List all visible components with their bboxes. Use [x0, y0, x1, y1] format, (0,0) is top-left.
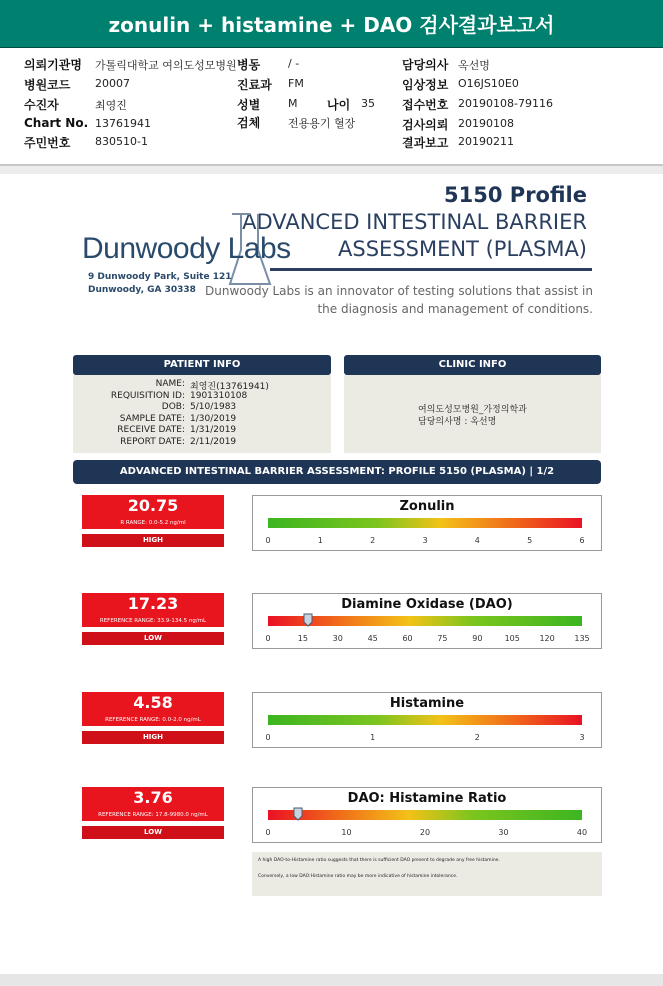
result-value: 4.58 — [82, 692, 224, 714]
age-label: 나이 — [327, 98, 351, 112]
gauge-tick-label: 90 — [472, 634, 483, 643]
gauge-tick-label: 75 — [437, 634, 448, 643]
gauge-bar — [268, 810, 582, 820]
gauge-title: Histamine — [389, 696, 465, 711]
chart-no-label: Chart No. — [24, 116, 89, 130]
gauge-tick-label: 30 — [332, 634, 343, 643]
result-flag: LOW — [82, 826, 224, 839]
gauge-2 — [252, 692, 602, 748]
recipient-label: 수진자 — [24, 98, 59, 112]
chart-no-value: 13761941 — [95, 117, 151, 130]
dept-label: 진료과 — [237, 78, 272, 92]
gauge-tick-label: 0 — [265, 634, 271, 643]
result-flag: HIGH — [82, 534, 224, 547]
result-date-label: 결과보고 — [402, 136, 449, 150]
gauge-1 — [252, 593, 602, 649]
clinical-label: 임상정보 — [402, 78, 449, 92]
patient-info-value: 2/11/2019 — [190, 436, 237, 447]
gauge-tick-label: 2 — [474, 733, 480, 742]
rrn-value: 830510-1 — [95, 135, 148, 148]
receipt-value: 20190108-79116 — [458, 97, 553, 110]
gauge-marker-icon — [303, 613, 313, 627]
divider-strip — [0, 166, 663, 174]
gauge-title: Diamine Oxidase (DAO) — [341, 597, 513, 612]
patient-info-heading: PATIENT INFO — [73, 355, 331, 375]
hosp-code-value: 20007 — [95, 77, 130, 90]
lab-logo: Dunwoody Labs — [82, 232, 291, 265]
gauge-tick-label: 6 — [579, 536, 585, 545]
ward-label: 병동 — [237, 58, 261, 72]
gauge-tick-label: 1 — [370, 733, 376, 742]
tagline-line2: the diagnosis and management of conditions. — [317, 302, 593, 316]
note-line1: A high DAO-to-Histamine ratio suggests that there is sufficient DAO present to degrade any free histamine. — [258, 858, 500, 863]
doctor-value: 옥선명 — [458, 59, 490, 72]
clinic-name: 여의도성모병원_가정의학과 — [418, 405, 527, 415]
dept-value: FM — [288, 77, 304, 90]
gauge-tick-label: 60 — [402, 634, 413, 643]
gauge-marker-icon — [293, 807, 303, 821]
result-flag: HIGH — [82, 731, 224, 744]
gauge-tick-label: 120 — [539, 634, 555, 643]
tagline-line1: Dunwoody Labs is an innovator of testing solutions that assist in — [205, 284, 593, 298]
gauge-bar — [268, 518, 582, 528]
result-value: 3.76 — [82, 787, 224, 809]
footer-strip — [0, 974, 663, 986]
clinic-info-heading: CLINIC INFO — [344, 355, 601, 375]
req-inst-label: 의뢰기관명 — [24, 58, 82, 72]
patient-info-label: DOB: — [161, 402, 185, 412]
sex-value: M — [288, 97, 298, 110]
hosp-code-label: 병원코드 — [24, 78, 71, 92]
reference-range: REFERENCE RANGE: 0.0-2.0 ng/mL — [82, 714, 224, 726]
sex-label: 성별 — [237, 98, 261, 112]
specimen-value: 전용용기 혈장 — [288, 117, 356, 130]
patient-info-value: 1/31/2019 — [190, 425, 237, 435]
reference-range: REFERENCE RANGE: 17.8-9980.0 ng/mL — [82, 809, 224, 821]
gauge-tick-label: 3 — [422, 536, 428, 545]
req-date-value: 20190108 — [458, 117, 514, 130]
gauge-tick-label: 40 — [576, 828, 588, 837]
rrn-label: 주민번호 — [24, 136, 71, 150]
ward-value: / - — [288, 57, 300, 70]
result-value: 17.23 — [82, 593, 224, 615]
report-title: zonulin + histamine + DAO 검사결과보고서 — [0, 0, 663, 48]
specimen-label: 검체 — [237, 116, 261, 130]
profile-title: 5150 Profile — [444, 183, 587, 207]
gauge-tick-label: 10 — [341, 828, 352, 837]
gauge-tick-label: 0 — [265, 733, 271, 742]
gauge-tick-label: 135 — [574, 634, 590, 643]
gauge-tick-label: 45 — [367, 634, 378, 643]
gauge-tick-label: 30 — [498, 828, 509, 837]
gauge-tick-label: 3 — [579, 733, 585, 742]
doctor-label: 담당의사 — [402, 58, 449, 72]
gauge-tick-label: 5 — [527, 536, 533, 545]
req-date-label: 검사의뢰 — [402, 118, 449, 132]
gauge-bar — [268, 616, 582, 626]
gauge-bar — [268, 715, 582, 725]
lab-address-line1: 9 Dunwoody Park, Suite 121 — [88, 272, 232, 282]
patient-info-value: 5/10/1983 — [190, 402, 237, 412]
patient-info-value: 1/30/2019 — [190, 413, 237, 424]
gauge-title: DAO: Histamine Ratio — [347, 791, 507, 806]
gauge-title: Zonulin — [399, 499, 455, 514]
result-date-value: 20190211 — [458, 135, 514, 148]
patient-info-label: RECEIVE DATE: — [117, 425, 185, 435]
patient-info-label: REQUISITION ID: — [110, 390, 185, 401]
age-value: 35 — [361, 97, 375, 110]
gauge-tick-label: 1 — [317, 536, 323, 545]
patient-info-value: 최영진(13761941) — [190, 382, 269, 392]
gauge-0 — [252, 495, 602, 551]
gauge-tick-label: 105 — [504, 634, 520, 643]
patient-info-label: NAME: — [155, 379, 185, 389]
gauge-tick-label: 2 — [370, 536, 376, 545]
assessment-title-line2: ASSESSMENT (PLASMA) — [338, 237, 587, 261]
receipt-label: 접수번호 — [402, 98, 449, 112]
gauge-3 — [252, 787, 602, 843]
ratio-note — [252, 852, 602, 896]
assessment-banner: ADVANCED INTESTINAL BARRIER ASSESSMENT: PROFILE 5150 (PLASMA) | 1/2 — [73, 460, 601, 484]
reference-range: REFERENCE RANGE: 33.9-134.5 ng/mL — [82, 615, 224, 627]
lab-address-line2: Dunwoody, GA 30338 — [88, 285, 196, 295]
result-value: 20.75 — [82, 495, 224, 517]
assessment-title-line1: ADVANCED INTESTINAL BARRIER — [242, 210, 587, 234]
title-underline — [270, 268, 592, 271]
reference-range: R RANGE: 0.0-5.2 ng/ml — [82, 517, 224, 529]
request-header — [0, 48, 663, 166]
clinic-doctor: 담당의사명 : 옥선명 — [418, 417, 497, 427]
patient-info-value: 1901310108 — [190, 390, 248, 401]
patient-info-label: SAMPLE DATE: — [119, 413, 185, 424]
gauge-tick-label: 4 — [474, 536, 480, 545]
gauge-tick-label: 20 — [419, 828, 431, 837]
clinical-value: O16JS10E0 — [458, 77, 519, 90]
note-line2: Conversely, a low DAO:Histamine ratio may be more indicative of histamine intolerance. — [258, 874, 458, 879]
gauge-tick-label: 0 — [265, 828, 271, 837]
result-flag: LOW — [82, 632, 224, 645]
patient-info-label: REPORT DATE: — [120, 436, 185, 447]
req-inst-value: 가톨릭대학교 여의도성모병원 — [95, 59, 237, 72]
gauge-tick-label: 15 — [297, 634, 308, 643]
recipient-value: 최영진 — [95, 99, 127, 112]
gauge-tick-label: 0 — [265, 536, 271, 545]
